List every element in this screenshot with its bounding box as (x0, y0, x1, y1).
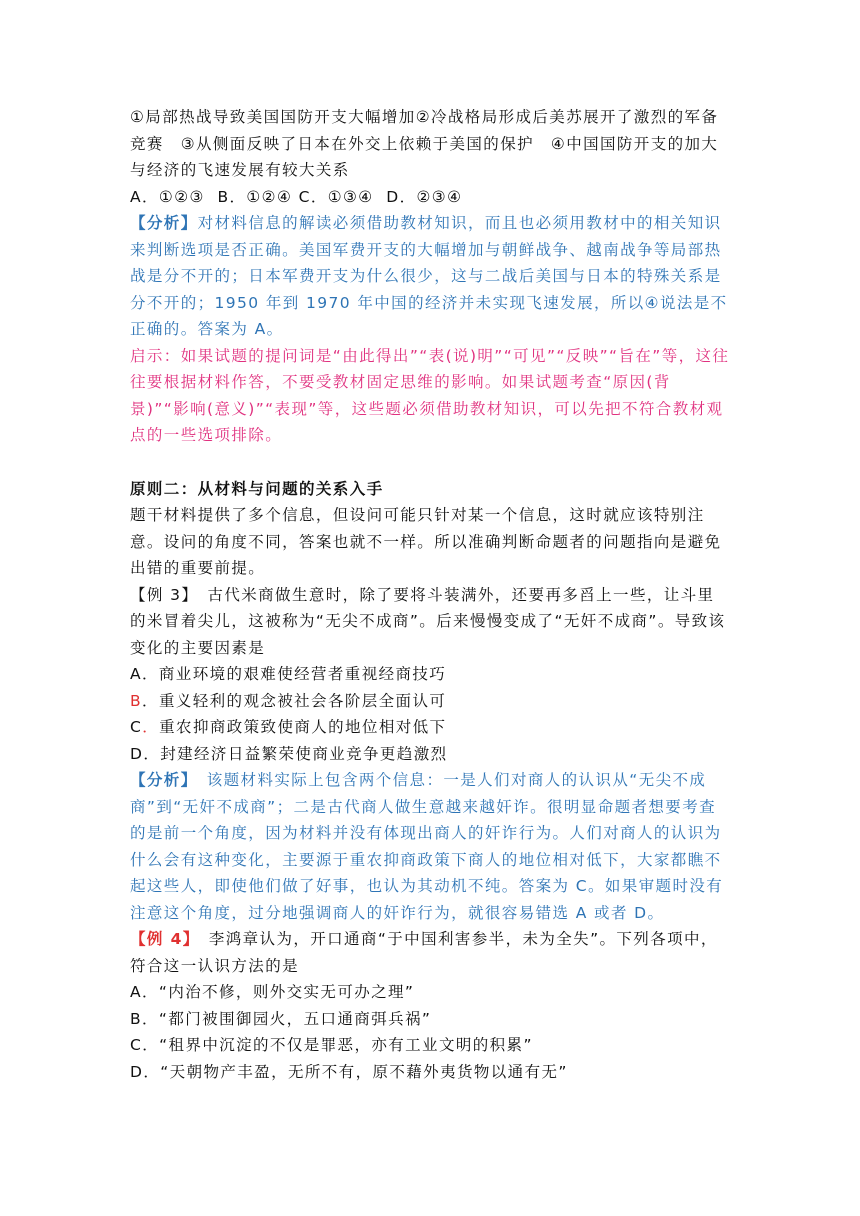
q2-analysis-label: 【分析】 (130, 214, 198, 232)
ex3-option-a: A．商业环境的艰难使经营者重视经商技巧 (130, 665, 447, 683)
ex3-option-c-dot: ． (142, 718, 160, 736)
q2-stem: ①局部热战导致美国国防开支大幅增加②冷战格局形成后美苏展开了激烈的军备竞赛 ③从侧面反映了日本在外交上依赖于美国的保护 ④中国国防开支的加大与经济的飞速发展有较大关系 (130, 108, 719, 179)
ex3-option-c-text: 重农抑商政策致使商人的地位相对低下 (159, 718, 447, 736)
principle2-heading: 原则二：从材料与问题的关系入手 (130, 479, 384, 498)
q2-analysis-text: 对材料信息的解读必须借助教材知识，而且也必须用教材中的相关知识来判断选项是否正确。美国军费开支的大幅增加与朝鲜战争、越南战争等局部热战是分不开的；日本军费开支为什么很少，这与二战后美国与日本的特殊关系是分不开的；1950 年到 1970 年中国的经济并未实现飞速发展，所以④说法是不正确的。答案为 A。 (130, 214, 728, 338)
ex4-label: 【例 4】 (130, 930, 192, 948)
q2-analysis (130, 210, 730, 343)
ex3-option-d: D．封建经济日益繁荣使商业竞争更趋激烈 (130, 744, 448, 763)
ex4-option-a: A．“内治不修，则外交实无可办之理” (130, 983, 415, 1001)
q2-hint: 启示：如果试题的提问词是“由此得出”“表(说)明”“可见”“反映”“旨在”等，这往往要根据材料作答，不要受教材固定思维的影响。如果试题考查“原因(背景)”“影响(意义)”“表现”等，这些题必须借助教材知识，可以先把不符合教材观点的一些选项排除。 (130, 346, 730, 444)
ex4-stem (130, 926, 730, 979)
ex3-option-c-letter: C (130, 718, 143, 736)
ex3-option-c (130, 714, 730, 741)
q2-options: A．①②③ B．①②④ C．①③④ D．②③④ (130, 187, 463, 206)
ex3-option-b (130, 688, 730, 715)
ex3-analysis-text: 该题材料实际上包含两个信息：一是人们对商人的认识从“无尖不成商”到“无奸不成商”；二是古代商人做生意越来越奸诈。很明显命题者想要考查的是前一个角度，因为材料并没有体现出商人的奸诈行为。人们对商人的认识为什么会有这种变化，主要源于重农抑商政策下商人的地位相对低下，大家都瞧不起这些人，即使他们做了好事，也认为其动机不纯。答案为 C。如果审题时没有注意这个角度，过分地强调商人的奸诈行为，就很容易错选 A 或者 D。 (130, 771, 724, 922)
ex3-option-b-letter: B (130, 691, 143, 710)
ex3-stem-text: 古代米商做生意时，除了要将斗装满外，还要再多舀上一些，让斗里的米冒着尖儿，这被称为“无尖不成商”。后来慢慢变成了“无奸不成商”。导致该变化的主要因素是 (130, 585, 726, 657)
ex3-label: 【例 3】 (130, 585, 191, 604)
ex4-option-c: C．“租界中沉淀的不仅是罪恶，亦有工业文明的积累” (130, 1036, 533, 1054)
principle2-intro: 题干材料提供了多个信息，但设问可能只针对某一个信息，这时就应该特别注意。设问的角度不同，答案也就不一样。所以准确判断命题者的问题指向是避免出错的重要前提。 (130, 506, 722, 577)
ex3-analysis (130, 767, 730, 926)
ex4-option-b: B．“都门被围御园火，五口通商弭兵祸” (130, 1009, 432, 1028)
ex4-stem-text: 李鸿章认为，开口通商“于中国利害参半，未为全失”。下列各项中，符合这一认识方法的是 (130, 930, 718, 975)
ex3-analysis-label: 【分析】 (130, 771, 190, 789)
ex4-option-d: D．“天朝物产丰盈，无所不有，原不藉外夷货物以通有无” (130, 1062, 568, 1081)
ex3-stem (130, 582, 730, 662)
document-page (130, 104, 730, 1085)
section-gap (130, 449, 730, 476)
ex3-option-b-text: ．重义轻利的观念被社会各阶层全面认可 (142, 691, 447, 710)
